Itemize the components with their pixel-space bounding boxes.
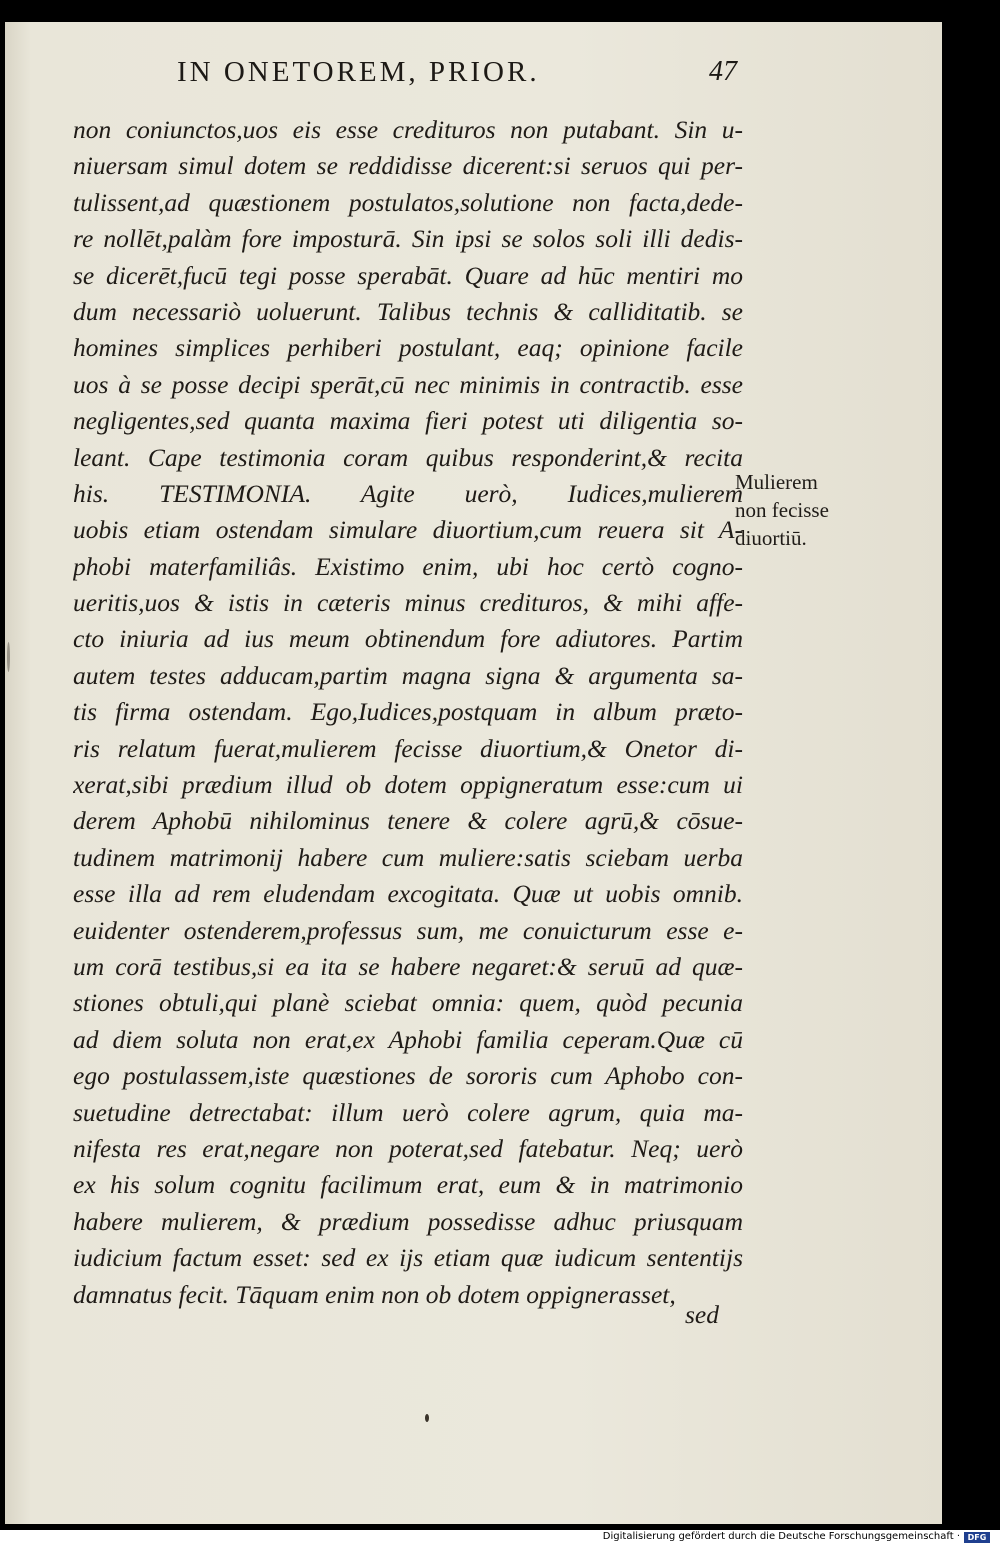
text-line: uobis etiam ostendam simulare diuortium,cum reuera sit A- [73,515,743,545]
text-line: tudinem matrimonij habere cum muliere:satis sciebam uerba [73,842,743,872]
text-line: derem Aphobū nihilominus tenere & colere agrū,& cōsue- [73,806,743,836]
marginal-note-line: non fecisse [735,498,829,522]
text-line: nifesta res erat,negare non poterat,sed fatebatur. Neq; uerò [73,1133,743,1163]
running-title: IN ONETOREM, PRIOR. [177,56,540,88]
text-line: damnatus fecit. Tāquam enim non ob dotem oppignerasset, [73,1279,676,1309]
text-line: phobi materfamiliâs. Existimo enim, ubi hoc certò cogno- [73,551,743,581]
dfg-logo: DFG [964,1532,990,1543]
text-line: his. TESTIMONIA. Agite uerò, Iudices,mulierem [73,478,743,508]
text-line: autem testes adducam,partim magna signa & argumenta sa- [73,660,743,690]
text-line: iudicium factum esset: sed ex ijs etiam quæ iudicum sententijs [73,1243,743,1273]
text-line: dum necessariò uoluerunt. Talibus technis & calliditatib. se [73,296,743,326]
marginal-note [735,468,845,552]
text-line: leant. Cape testimonia coram quibus responderint,& recita [73,442,743,472]
text-line: niuersam simul dotem se reddidisse dicerent:si seruos qui per- [73,151,743,181]
text-line: ex his solum cognitu facilimum erat, eum & in matrimonio [73,1170,743,1200]
text-line: ego postulassem,iste quæstiones de sororis cum Aphobo con- [73,1061,743,1091]
digitization-credit: Digitalisierung gefördert durch die Deutsche Forschungsgemeinschaft · [602,1531,960,1542]
text-line: stiones obtuli,qui planè sciebat omnia: quem, quòd pecunia [73,988,743,1018]
text-line: xerat,sibi prædium illud ob dotem oppigneratum esse:cum ui [73,770,743,800]
marginal-note-line: diuortiū. [735,526,807,550]
footer-bar [0,1530,1000,1546]
catchword: sed [685,1300,719,1329]
text-line: habere mulierem, & prædium possedisse adhuc priusquam [73,1206,743,1236]
text-line: esse illa ad rem eludendam excogitata. Quæ ut uobis omnib. [73,879,743,909]
text-line: euidenter ostenderem,professus sum, me conuicturum esse e- [73,915,743,945]
text-line: se dicerēt,fucū tegi posse sperabāt. Quare ad hūc mentiri mo [73,260,743,290]
body-text [73,112,743,1313]
text-line: homines simplices perhiberi postulant, eaq; opinione facile [73,333,743,363]
text-line: ris relatum fuerat,mulierem fecisse diuortium,& Onetor di- [73,733,743,763]
text-line: negligentes,sed quanta maxima fieri potest uti diligentia so- [73,406,743,436]
text-line: non coniunctos,uos eis esse credituros non putabant. Sin u- [73,115,743,144]
text-line: re nollēt,palàm fore imposturā. Sin ipsi se solos soli illi dedis- [73,224,743,254]
text-line: ueritis,uos & istis in cæteris minus credituros, & mihi affe- [73,588,743,618]
paper-speck [7,642,10,672]
text-line: uos à se posse decipi sperāt,cū nec minimis in contractib. esse [73,369,743,399]
book-page [5,22,942,1524]
text-line: tulissent,ad quæstionem postulatos,solutione non facta,dede- [73,187,743,217]
text-line: um corā testibus,si ea ita se habere negaret:& seruū ad quæ- [73,951,743,981]
text-line: cto iniuria ad ius meum obtinendum fore adiutores. Partim [73,624,743,654]
text-line: suetudine detrectabat: illum uerò colere agrum, quia ma- [73,1097,743,1127]
page-header [177,54,737,94]
text-line: tis firma ostendam. Ego,Iudices,postquam in album præto- [73,697,743,727]
page-number: 47 [709,56,737,87]
marginal-note-line: Mulierem [735,470,818,494]
paper-speck [425,1414,429,1422]
text-line: ad diem soluta non erat,ex Aphobi familia ceperam.Quæ cū [73,1024,743,1054]
